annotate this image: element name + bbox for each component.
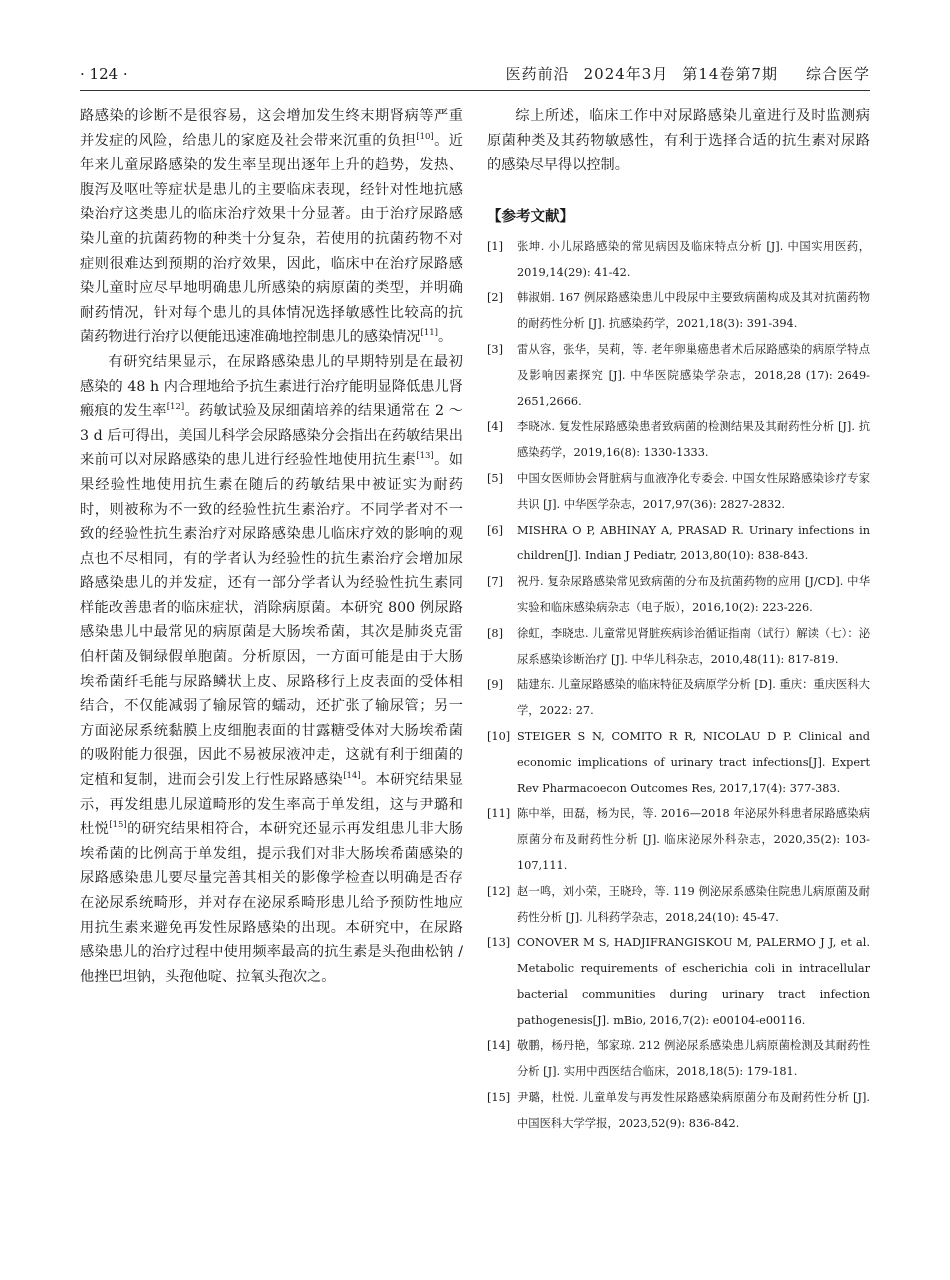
reference-number: [9] [487,678,504,692]
reference-number: [11] [487,807,511,821]
reference-item [487,930,870,1033]
reference-number: [4] [487,420,504,434]
right-column [487,104,870,1137]
citation: [15] [109,820,127,831]
reference-text: 祝丹. 复杂尿路感染常见致病菌的分布及抗菌药物的应用 [J/CD]. 中华实验和临床感染病杂志（电子版），2016,10(2): 223-226. [517,575,870,614]
reference-text: 陆建东. 儿童尿路感染的临床特征及病原学分析 [D]. 重庆：重庆医科大学，2022: 27. [517,678,870,718]
citation: [10] [416,131,434,142]
reference-number: [13] [487,936,511,950]
reference-item [487,466,870,518]
reference-text: 韩淑娟. 167 例尿路感染患儿中段尿中主要致病菌构成及其对抗菌药物的耐药性分析 [J]. 抗感染药学，2021,18(3): 391-394. [517,291,870,331]
reference-text: CONOVER M S, HADJIFRANGISKOU M, PALERMO J J, et al. Metabolic requirements of escherichia coli in intracellular bacterial communities during urinary tract infection pathogenesis[J]. mBio, 2016,7(2): e00104-e00116. [517,936,870,1027]
reference-text: 徐虹，李晓忠. 儿童常见肾脏疾病诊治循证指南（试行）解读（七）：泌尿系感染诊断治疗 [J]. 中华儿科杂志，2010,48(11): 817-819. [517,626,870,666]
reference-item [487,621,870,673]
issue-date: 2024年3月 [583,65,669,83]
reference-text: 尹璐，杜悦. 儿童单发与再发性尿路感染病原菌分布及耐药性分析 [J]. 中国医科大学学报，2023,52(9): 836-842. [517,1091,870,1130]
reference-number: [1] [487,239,504,253]
reference-number: [2] [487,291,504,305]
reference-text: 陈中举，田磊，杨为民，等. 2016—2018 年泌尿外科患者尿路感染病原菌分布及耐药性分析 [J]. 临床泌尿外科杂志，2020,35(2): 103-107,111. [517,807,870,872]
reference-number: [8] [487,626,504,640]
journal-name: 医药前沿 [505,65,570,83]
header-rule [80,90,870,91]
citation: [14] [343,771,361,782]
reference-number: [5] [487,471,504,485]
reference-number: [14] [487,1039,511,1053]
reference-number: [6] [487,523,504,537]
reference-item [487,234,870,286]
reference-item [487,672,870,724]
reference-text: 敬鹏，杨丹艳，邹家琼. 212 例泌尿系感染患儿病原菌检测及其耐药性分析 [J]. 实用中西医结合临床，2018,18(5): 179-181. [517,1039,870,1079]
reference-item [487,1085,870,1137]
reference-item [487,518,870,570]
conclusion-paragraph: 综上所述，临床工作中对尿路感染儿童进行及时监测病原菌种类及其药物敏感性，有利于选择合适的抗生素对尿路的感染尽早得以控制。 [487,108,870,174]
reference-item [487,1033,870,1085]
body-paragraph-2: 有研究结果显示，在尿路感染患儿的早期特别是在最初感染的 48 h 内合理地给予抗生素进行治疗能明显降低患儿肾瘢痕的发生率[12]。药敏试验及尿细菌培养的结果通常在 2 ～ 3 d 后可得出，美国儿科学会尿路感染分会指出在药敏结果出来前可以对尿路感染的患儿进行经验性地使用抗生素[13]。如果经验性地使用抗生素在随后的药敏结果中被证实为耐药时，则被称为不一致的经验性抗生素治疗。不同学者对不一致的经验性抗生素治疗对尿路感染患儿临床疗效的影响的观点也不尽相同，有的学者认为经验性的抗生素治疗会增加尿路感染患儿的并发症，还有一部分学者认为经验性抗生素同样能改善患者的临床症状，消除病原菌。本研究 800 例尿路感染患儿中最常见的病原菌是大肠埃希菌，其次是肺炎克雷伯杆菌及铜绿假单胞菌。分析原因，一方面可能是由于大肠埃希菌纤毛能与尿路鳞状上皮、尿路移行上皮表面的受体相结合，不仅能减弱了输尿管的蠕动，还扩张了输尿管；另一方面泌尿系统黏膜上皮细胞表面的甘露糖受体对大肠埃希菌的吸附能力很强，因此不易被尿液冲走，这就有利于细菌的定植和复制，进而会引发上行性尿路感染[14]。本研究结果显示，再发组患儿尿道畸形的发生率高于单发组，这与尹璐和杜悦[15]的研究结果相符合，本研究还显示再发组患儿非大肠埃希菌的比例高于单发组，提示我们对非大肠埃希菌感染的尿路感染患儿要尽量完善其相关的影像学检查以明确是否存在泌尿系统畸形，并对存在泌尿系畸形患儿给予预防性地应用抗生素来避免再发性尿路感染的出现。本研究中，在尿路感染患儿的治疗过程中使用频率最高的抗生素是头孢曲松钠 / 他挫巴坦钠，头孢他啶、拉氧头孢次之。 [80,353,463,985]
reference-number: [7] [487,575,504,589]
reference-item [487,724,870,801]
reference-item [487,285,870,337]
reference-number: [15] [487,1091,511,1105]
body-paragraph-1: 路感染的诊断不是很容易，这会增加发生终末期肾病等严重并发症的风险，给患儿的家庭及社会带来沉重的负担[10]。近年来儿童尿路感染的发生率呈现出逐年上升的趋势，发热、腹泻及呕吐等症状是患儿的主要临床表现，经针对性地抗感染治疗这类患儿的临床治疗效果十分显著。由于治疗尿路感染儿童的抗菌药物的种类十分复杂，若使用的抗菌药物不对症则很难达到预期的治疗效果，因此，临床中在治疗尿路感染儿童时应尽早地明确患儿所感染的病原菌的类型，并明确耐药情况，针对每个患儿的具体情况选择敏感性比较高的抗菌药物进行治疗以便能迅速准确地控制患儿的感染情况[11]。 [80,108,463,346]
reference-item [487,569,870,621]
reference-number: [3] [487,342,504,356]
reference-text: 李晓冰. 复发性尿路感染患者致病菌的检测结果及其耐药性分析 [J]. 抗感染药学，2019,16(8): 1330-1333. [517,420,870,460]
reference-text: 张坤. 小儿尿路感染的常见病因及临床特点分析 [J]. 中国实用医药，2019,14(29): 41-42. [517,239,870,279]
reference-item [487,801,870,878]
section-name: 综合医学 [805,65,870,83]
reference-text: 雷从容，张华，吴莉，等. 老年卵巢癌患者术后尿路感染的病原学特点及影响因素探究 [J]. 中华医院感染学杂志，2018,28 (17): 2649-2651,2666. [517,342,870,408]
reference-text: 中国女医师协会肾脏病与血液净化专委会. 中国女性尿路感染诊疗专家共识 [J]. 中华医学杂志，2017,97(36): 2827-2832. [517,471,870,511]
left-column [80,104,463,989]
citation: [13] [416,451,434,462]
reference-number: [10] [487,729,511,743]
reference-text: MISHRA O P, ABHINAY A, PRASAD R. Urinary infections in children[J]. Indian J Pediatr, 2013,80(10): 838-843. [517,523,870,563]
references-heading: 【参考文献】 [487,207,574,225]
reference-item [487,414,870,466]
volume-issue: 第14卷第7期 [682,65,778,83]
reference-text: 赵一鸣，刘小荣，王晓玲，等. 119 例泌尿系感染住院患儿病原菌及耐药性分析 [J]. 儿科药学杂志，2018,24(10): 45-47. [517,884,870,924]
reference-number: [12] [487,884,511,898]
reference-item [487,337,870,414]
reference-item [487,879,870,931]
reference-list [487,234,870,1137]
page-number: · 124 · [80,65,128,83]
reference-text: STEIGER S N, COMITO R R, NICOLAU D P. Clinical and economic implications of urinary tract infections[J]. Expert Rev Pharmacoecon Outcomes Res, 2017,17(4): 377-383. [517,729,870,795]
citation: [11] [420,328,438,339]
running-header [80,62,870,86]
citation: [12] [166,402,185,413]
journal-info [506,62,870,86]
